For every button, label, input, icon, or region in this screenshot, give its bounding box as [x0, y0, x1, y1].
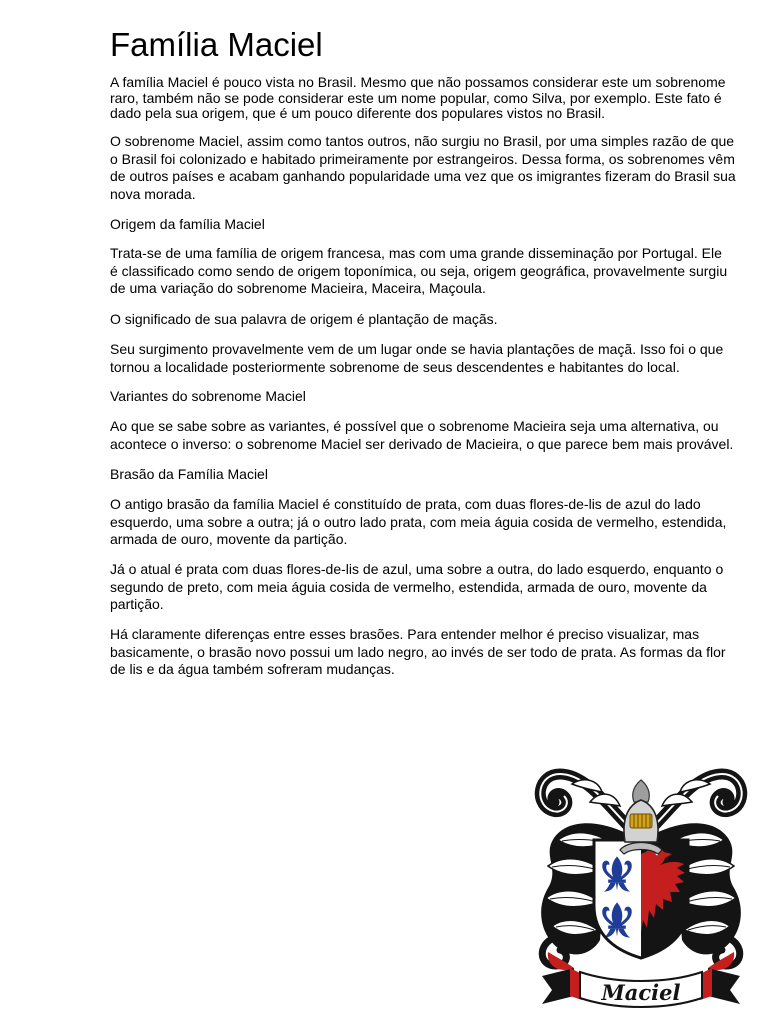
- paragraph: [110, 626, 750, 679]
- page-title: Família Maciel: [110, 26, 323, 63]
- paragraph-line: raro, também não se pode considerar este um nome popular, como Silva, por exemplo. Este fato é: [110, 89, 722, 106]
- paragraph-line: Já o atual é prata com duas flores-de-lis de azul, uma sobre a outra, do lado esquerdo, enquanto o: [110, 561, 724, 577]
- paragraph-line: Trata-se de uma família de origem francesa, mas com uma grande disseminação por Portugal. Ele: [110, 245, 722, 261]
- paragraph-line: nova morada.: [110, 186, 196, 203]
- paragraph: [110, 133, 750, 204]
- section-heading-text: Variantes do sobrenome Maciel: [110, 388, 306, 404]
- paragraph-line: dado pela sua origem, que é um pouco diferente dos populares vistos no Brasil.: [110, 105, 605, 121]
- paragraph-line: acontece o inverso: o sobrenome Maciel ser derivado de Macieira, o que parece bem mais provável.: [110, 435, 734, 452]
- section-heading-text: Origem da família Maciel: [110, 216, 265, 232]
- paragraph-line: O sobrenome Maciel, assim como tantos outros, não surgiu no Brasil, por uma simples razão de que: [110, 133, 735, 149]
- paragraph-line: Ao que se sabe sobre as variantes, é possível que o sobrenome Macieira seja uma alternativa, ou: [110, 418, 719, 434]
- paragraph-line: armada de ouro, movente da partição.: [110, 531, 348, 548]
- section-heading: [110, 466, 750, 484]
- paragraph-line: tornou a localidade posteriormente sobrenome de seus descendentes e habitantes do local.: [110, 358, 680, 375]
- coat-of-arms: [530, 762, 752, 1010]
- paragraph: [110, 418, 750, 453]
- paragraph-line: de outros países e acabam ganhando popularidade uma vez que os imigrantes fizeram do Brasil sua: [110, 168, 736, 185]
- paragraph-line: de uma variação do sobrenome Macieira, Maceira, Maçoula.: [110, 280, 486, 297]
- paragraph-line: é classificado como sendo de origem toponímica, ou seja, origem geográfica, provavelmente surgiu: [110, 262, 728, 279]
- paragraph: [110, 311, 750, 329]
- paragraph-line: O significado de sua palavra de origem é plantação de maçãs.: [110, 311, 498, 327]
- paragraph-line: de lis e da água também sofreram mudanças.: [110, 661, 395, 678]
- section-heading-text: Brasão da Família Maciel: [110, 466, 268, 482]
- paragraph-line: basicamente, o brasão novo possui um lado negro, ao invés de ser todo de prata. As formas da flor: [110, 643, 726, 660]
- paragraph-line: O antigo brasão da família Maciel é constituído de prata, com duas flores-de-lis de azul do lado: [110, 496, 701, 512]
- paragraph: [110, 75, 750, 122]
- banner: [542, 968, 740, 1007]
- section-heading: [110, 388, 750, 406]
- banner-text: Maciel: [601, 980, 681, 1005]
- section-heading: [110, 216, 750, 234]
- paragraph: [110, 561, 750, 614]
- shield: [594, 840, 688, 958]
- paragraph-line: esquerdo, uma sobre a outra; já o outro lado prata, com meia águia cosida de vermelho, estendida,: [110, 513, 727, 530]
- paragraph: [110, 341, 750, 376]
- paragraph-line: A família Maciel é pouco vista no Brasil. Mesmo que não possamos considerar este um sobrenome: [110, 74, 726, 90]
- paragraph: [110, 245, 750, 298]
- paragraph-line: segundo de preto, com meia águia cosida de vermelho, estendida, armada de ouro, movente da: [110, 578, 707, 595]
- paragraph-line: Há claramente diferenças entre esses brasões. Para entender melhor é preciso visualizar, mas: [110, 626, 700, 642]
- paragraph-line: Seu surgimento provavelmente vem de um lugar onde se havia plantações de maçã. Isso foi o que: [110, 341, 724, 357]
- paragraph: [110, 496, 750, 549]
- paragraph-line: o Brasil foi colonizado e habitado primeiramente por estrangeiros. Dessa forma, os sobrenomes vêm: [110, 150, 735, 167]
- paragraph-line: partição.: [110, 596, 164, 613]
